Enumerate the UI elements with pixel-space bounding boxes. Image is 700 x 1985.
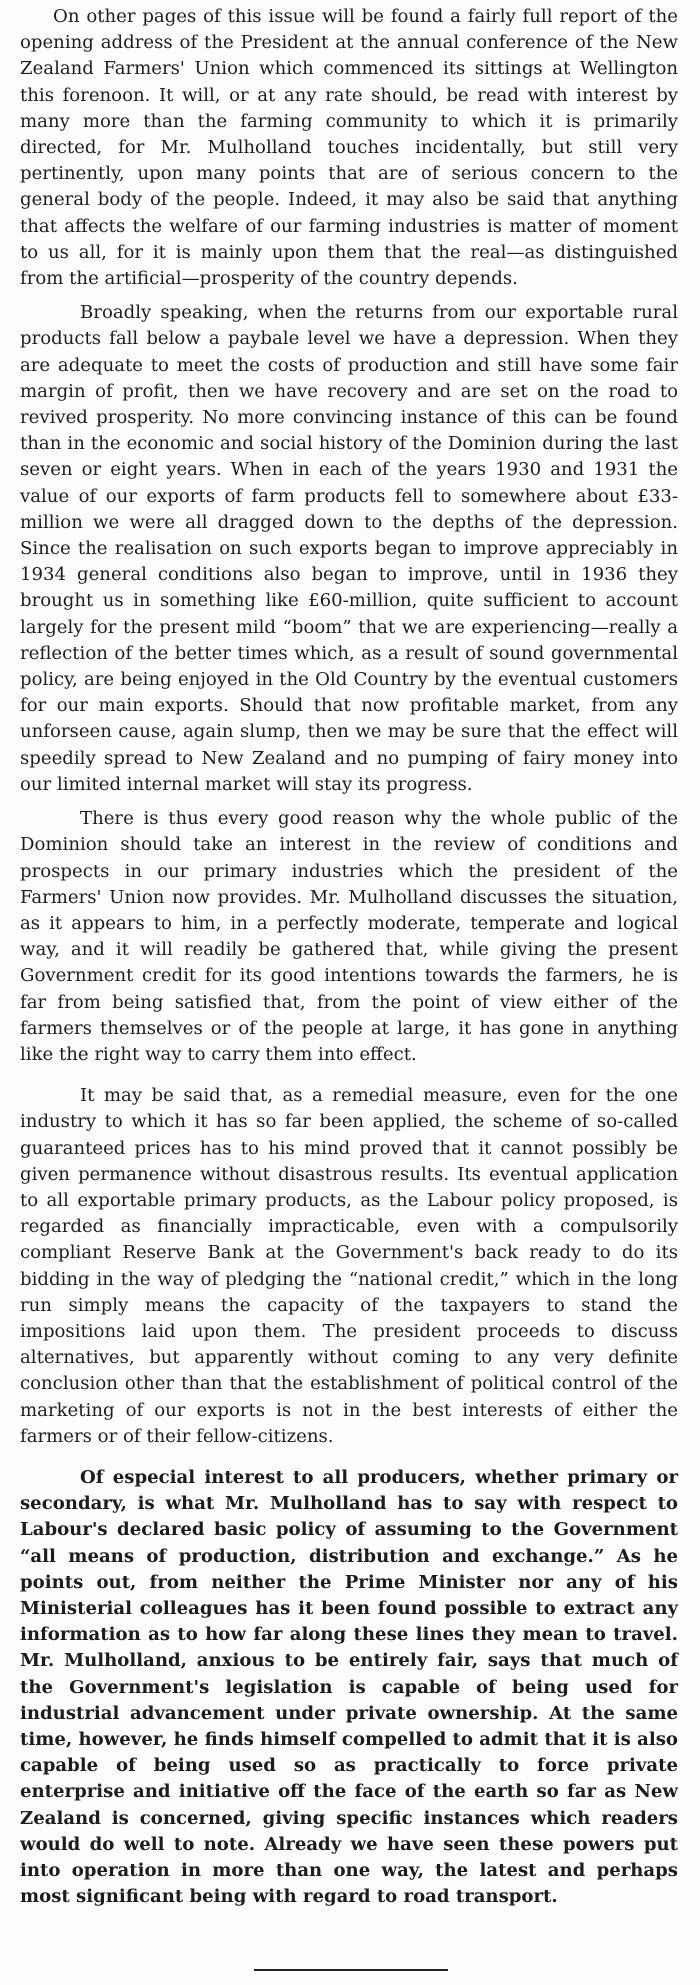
paragraph-means-of-production: Of especial interest to all producers, whether primary or secondary, is what Mr. Mulholland has to say with respect to Labour's declared basic policy of assuming to the Government “all means of production, distribution and exchange.” As he points out, from neither the Prime Minister nor any of his Ministerial colleagues has it been found possible to extract any information as to how far along these lines they mean to travel. Mr. Mulholland, anxious to be entirely fair, says that much of the Government's legislation is capable of being used for industrial advancement under private ownership. At the same time, however, he finds himself compelled to admit that it is also capable of being used so as practically to force private enterprise and initiative off the face of the earth so far as New Zealand is concerned, giving specific instances which readers would do well to note. Already we have seen these powers put into operation in more than one way, the latest and perhaps most significant being with regard to road transport. (20, 1466, 678, 1908)
editorial-article (20, 4, 678, 1910)
end-rule (254, 1969, 448, 1971)
paragraph-opening-address: On other pages of this issue will be found a fairly full report of the opening address of the President at the annual conference of the New Zealand Farmers' Union which commenced its sittings at Wellington this forenoon. It will, or at any rate should, be read with interest by many more than the farming community to which it is primarily directed, for Mr. Mulholland touches incidentally, but still very pertinently, upon many points that are of serious concern to the general body of the people. Indeed, it may also be said that anything that affects the welfare of our farming industries is matter of moment to us all, for it is mainly upon them that the real—as distinguished from the artificial—prosperity of the country depends. (20, 6, 678, 290)
paragraph-public-interest: There is thus every good reason why the whole public of the Dominion should take an interest in the review of conditions and prospects in our primary industries which the president of the Farmers' Union now provides. Mr. Mulholland discusses the situation, as it appears to him, in a perfectly moderate, temperate and logical way, and it will readily be gathered that, while giving the present Government credit for its good intentions towards the farmers, he is far from being satisfied that, from the point of view either of the farmers themselves or of the people at large, it has gone in anything like the right way to carry them into effect. (20, 808, 678, 1065)
paragraph-guaranteed-prices: It may be said that, as a remedial measure, even for the one industry to which it has so far been applied, the scheme of so-called guaranteed prices has to his mind proved that it cannot possibly be given permanence without disastrous results. Its eventual application to all exportable primary products, as the Labour policy proposed, is regarded as financially impracticable, even with a compulsorily compliant Reserve Bank at the Government's back ready to do its bidding in the way of pledging the “national credit,” which in the long run simply means the capacity of the taxpayers to stand the impositions laid upon them. The president proceeds to discuss alternatives, but apparently without coming to any very definite conclusion other than that the establishment of political control of the marketing of our exports is not in the best interests of either the farmers or of their fellow-citizens. (20, 1085, 678, 1447)
paragraph-depression: Broadly speaking, when the returns from our exportable rural products fall below a paybale level we have a depression. When they are adequate to meet the costs of production and still have some fair margin of profit, then we have recovery and are set on the road to revived prosperity. No more convincing instance of this can be found than in the economic and social history of the Dominion during the last seven or eight years. When in each of the years 1930 and 1931 the value of our exports of farm products fell to somewhere about £33-million we were all dragged down to the depths of the depression. Since the realisation on such exports began to improve appreciably in 1934 general conditions also began to improve, until in 1936 they brought us in something like £60-million, quite sufficient to account largely for the present mild “boom” that we are experiencing—really a reflection of the better times which, as a result of sound governmental policy, are being enjoyed in the Old Country by the eventual customers for our main exports. Should that now profitable market, from any unforseen cause, again slump, then we may be sure that the effect will speedily spread to New Zealand and no pumping of fairy money into our limited internal market will stay its progress. (20, 302, 678, 795)
